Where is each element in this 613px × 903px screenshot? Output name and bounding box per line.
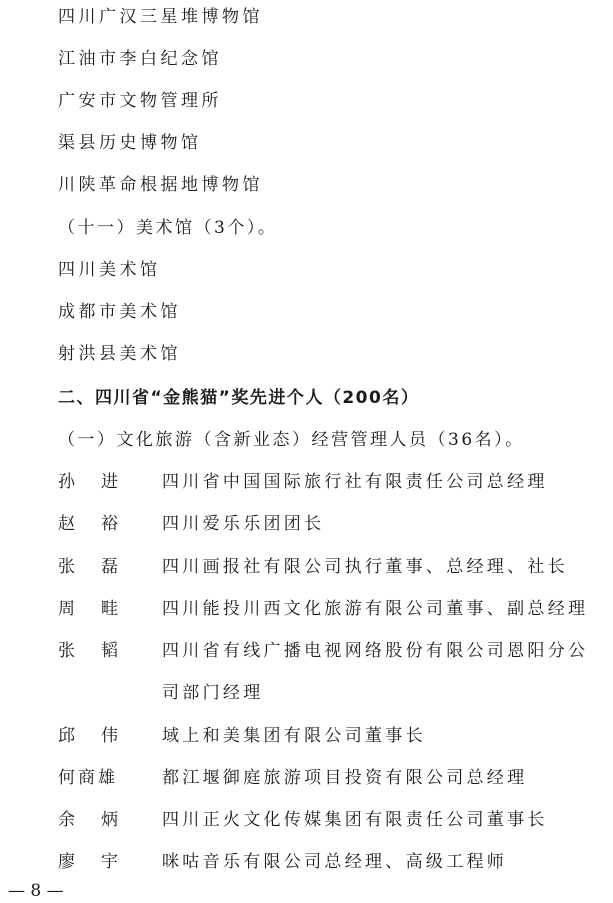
section-heading-art-museums: （十一）美术馆（3个）。 (58, 218, 278, 238)
person-title-continued: 司部门经理 (162, 683, 264, 703)
person-title: 四川画报社有限公司执行董事、总经理、社长 (162, 557, 568, 577)
person-name: 邱 伟 (58, 726, 118, 746)
person-title: 四川能投川西文化旅游有限公司董事、副总经理 (162, 599, 589, 619)
person-title: 四川爱乐乐团团长 (162, 514, 325, 534)
section-heading-advanced-individuals: 二、四川省“金熊猫”奖先进个人（200名） (58, 388, 420, 408)
list-item: 四川广汉三星堆博物馆 (58, 7, 263, 27)
list-item: 射洪县美术馆 (58, 344, 181, 364)
person-title: 咪咕音乐有限公司总经理、高级工程师 (162, 852, 508, 872)
person-name: 何商雄 (58, 768, 118, 788)
list-item: 江油市李白纪念馆 (58, 49, 222, 69)
list-item: 广安市文物管理所 (58, 91, 222, 111)
person-name: 周 畦 (58, 599, 118, 619)
subsection-heading-managers: （一）文化旅游（含新业态）经营管理人员（36名）。 (58, 430, 525, 450)
person-title: 四川省中国国际旅行社有限责任公司总经理 (162, 472, 548, 492)
person-title: 域上和美集团有限公司董事长 (162, 726, 426, 746)
person-title: 四川正火文化传媒集团有限责任公司董事长 (162, 810, 548, 830)
person-name: 余 炳 (58, 810, 118, 830)
person-name: 廖 宇 (58, 852, 118, 872)
person-title: 四川省有线广播电视网络股份有限公司恩阳分公 (162, 641, 589, 661)
list-item: 成都市美术馆 (58, 302, 181, 322)
person-name: 张 韬 (58, 641, 118, 661)
person-name: 张 磊 (58, 557, 118, 577)
list-item: 川陕革命根据地博物馆 (58, 175, 263, 195)
person-name: 赵 裕 (58, 514, 118, 534)
page-number: — 8 — (8, 881, 64, 901)
person-title: 都江堰御庭旅游项目投资有限公司总经理 (162, 768, 528, 788)
list-item: 渠县历史博物馆 (58, 133, 202, 153)
list-item: 四川美术馆 (58, 260, 161, 280)
person-name: 孙 进 (58, 472, 118, 492)
